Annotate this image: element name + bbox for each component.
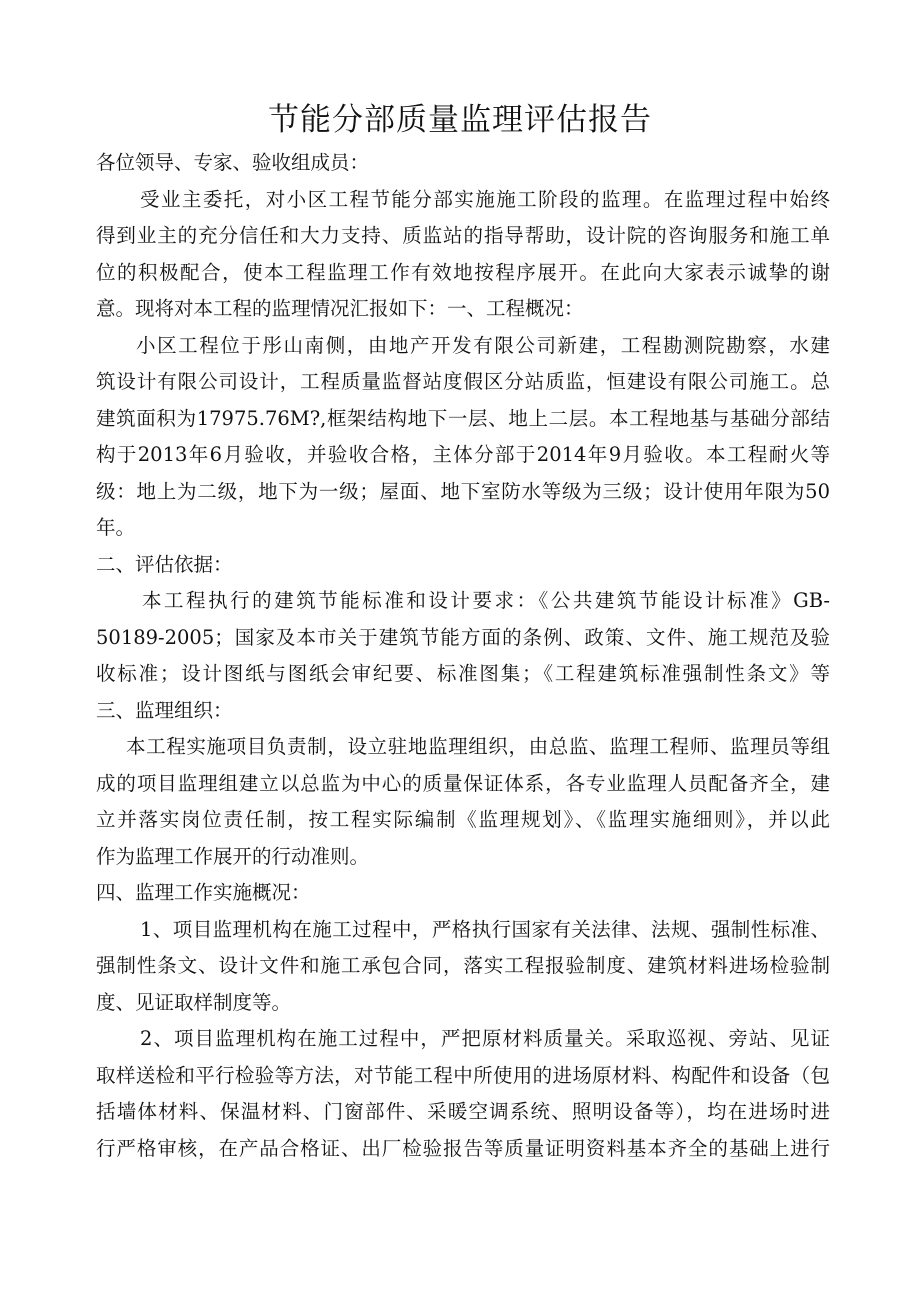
paragraph-line: 强制性条文、设计文件和施工承包合同，落实工程报验制度、建筑材料进场检验制 xyxy=(96,954,830,977)
paragraph-line: 得到业主的充分信任和大力支持、质监站的指导帮助，设计院的咨询服务和施工单 xyxy=(96,224,830,247)
document-body xyxy=(96,145,830,1167)
paragraph-line: 度、见证取样制度等。 xyxy=(96,990,292,1014)
paragraph-line: 建筑面积为17975.76M?,框架结构地下一层、地上二层。本工程地基与基础分部结 xyxy=(96,406,830,430)
paragraph-line: 作为监理工作展开的行动准则。 xyxy=(96,844,370,868)
paragraph-line: 本工程实施项目负责制，设立驻地监理组织，由总监、监理工程师、监理员等组 xyxy=(126,735,830,758)
paragraph-line: 取样送检和平行检验等方法，对节能工程中所使用的进场原材料、构配件和设备（包 xyxy=(96,1063,830,1087)
paragraph-line: 立并落实岗位责任制，按工程实际编制《监理规划》、《监理实施细则》，并以此 xyxy=(96,808,830,831)
paragraph-line: 2、项目监理机构在施工过程中，严把原材料质量关。采取巡视、旁站、见证 xyxy=(140,1027,830,1050)
paragraph-line: 小区工程位于彤山南侧，由地产开发有限公司新建，工程勘测院勘察，水建 xyxy=(136,333,830,357)
paragraph-line: 行严格审核，在产品合格证、出厂检验报告等质量证明资料基本齐全的基础上进行 xyxy=(96,1136,830,1160)
paragraph-line: 本工程执行的建筑节能标准和设计要求：《公共建筑节能设计标准》GB- xyxy=(142,589,830,612)
paragraph-line: 成的项目监理组建立以总监为中心的质量保证体系，各专业监理人员配备齐全，建 xyxy=(96,771,830,795)
paragraph-line: 意。现将对本工程的监理情况汇报如下：一、工程概况： xyxy=(96,297,584,320)
paragraph-line: 年。 xyxy=(96,516,136,539)
paragraph-line: 收标准；设计图纸与图纸会审纪要、标准图集；《工程建筑标准强制性条文》等 xyxy=(96,662,830,685)
paragraph-line: 筑设计有限公司设计，工程质量监督站度假区分站质监，恒建设有限公司施工。总 xyxy=(96,370,830,393)
paragraph-line: 括墙体材料、保温材料、门窗部件、采暖空调系统、照明设备等），均在进场时进 xyxy=(96,1100,830,1123)
paragraph-line: 受业主委托，对小区工程节能分部实施施工阶段的监理。在监理过程中始终 xyxy=(140,187,830,211)
paragraph-line: 构于2013年6月验收，并验收合格，主体分部于2014年9月验收。本工程耐火等 xyxy=(96,443,830,466)
paragraph-line: 位的积极配合，使本工程监理工作有效地按程序展开。在此向大家表示诚挚的谢 xyxy=(96,260,830,284)
section-heading: 二、评估依据： xyxy=(96,552,233,576)
paragraph-line: 1、项目监理机构在施工过程中，严格执行国家有关法律、法规、强制性标准、 xyxy=(140,917,830,941)
salutation: 各位领导、专家、验收组成员： xyxy=(96,151,370,174)
section-heading: 四、监理工作实施概况： xyxy=(96,881,311,904)
section-heading: 三、监理组织： xyxy=(96,698,233,722)
paragraph-line: 50189-2005；国家及本市关于建筑节能方面的条例、政策、文件、施工规范及验 xyxy=(96,625,830,649)
document-title: 节能分部质量监理评估报告 xyxy=(268,102,652,138)
paragraph-line: 级：地上为二级，地下为一级；屋面、地下室防水等级为三级；设计使用年限为50 xyxy=(96,479,830,503)
